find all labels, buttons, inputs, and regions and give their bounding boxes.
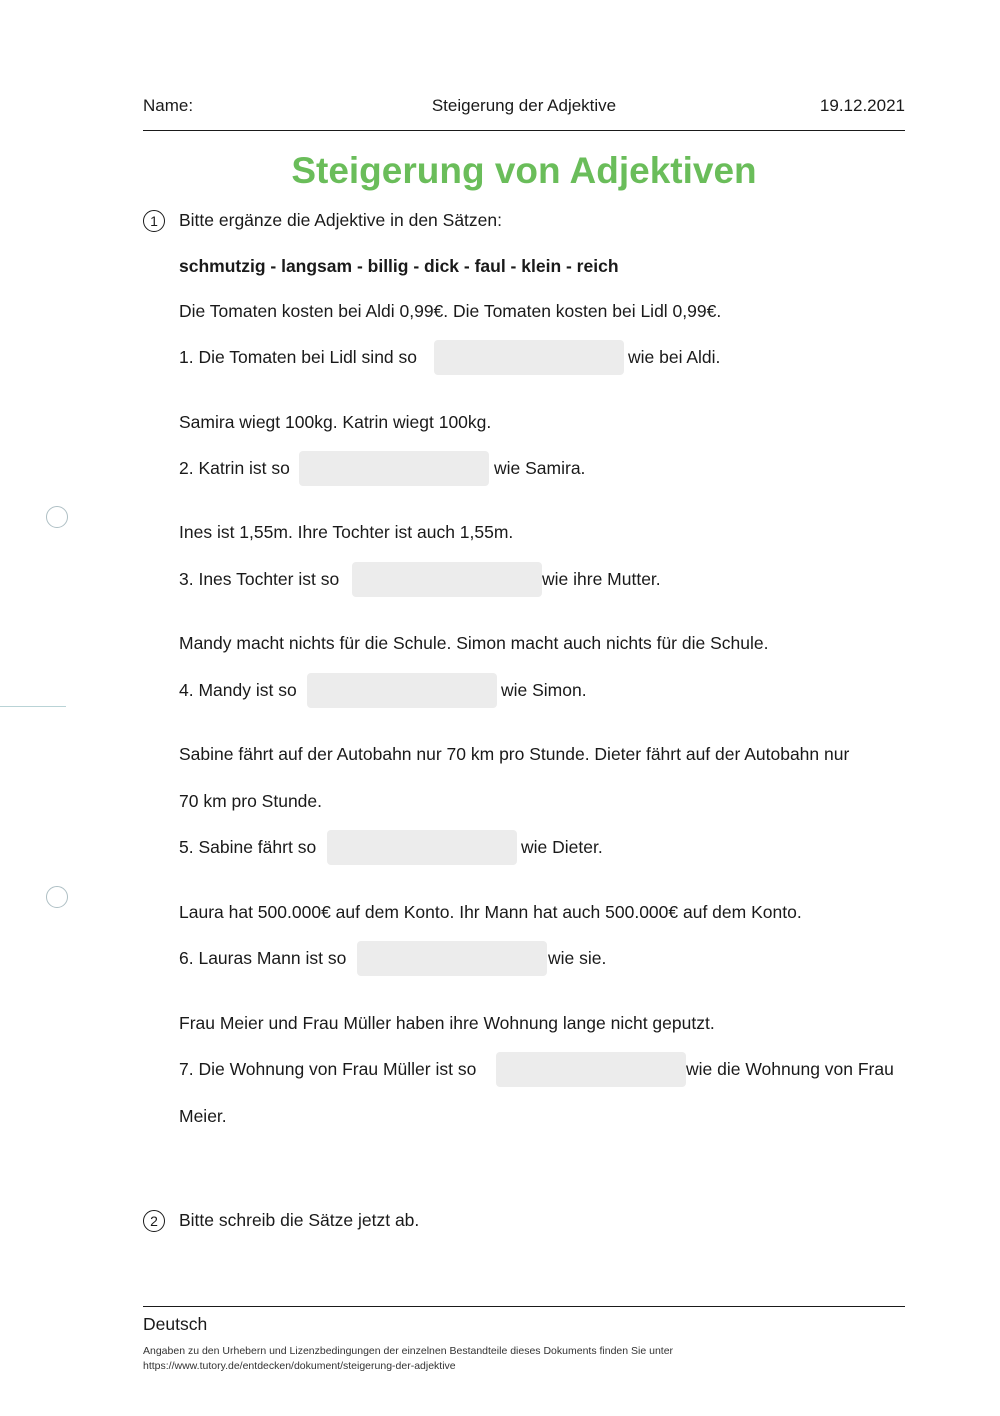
exercise-prompt: 3. Ines Tochter ist so (179, 569, 340, 589)
context-sentence: Samira wiegt 100kg. Katrin wiegt 100kg. (179, 412, 492, 432)
context-sentence: Die Tomaten kosten bei Aldi 0,99€. Die Tomaten kosten bei Lidl 0,99€. (179, 301, 722, 321)
footer-subject: Deutsch (143, 1314, 208, 1334)
fold-mark (0, 706, 66, 707)
task-number-badge: 1 (143, 210, 165, 232)
exercise-suffix: wie Simon. (501, 680, 587, 700)
context-sentence: Ines ist 1,55m. Ihre Tochter ist auch 1,55m. (179, 522, 514, 542)
answer-blank[interactable] (352, 562, 542, 597)
task-number-badge: 2 (143, 1210, 165, 1232)
exercise-suffix: wie bei Aldi. (628, 347, 721, 367)
footer-license-url[interactable]: https://www.tutory.de/entdecken/dokument/steigerung-der-adjektive (143, 1360, 456, 1372)
punch-hole-mark (46, 506, 68, 528)
page-header (143, 94, 905, 131)
name-label: Name: (143, 96, 194, 115)
exercise-prompt: 4. Mandy ist so (179, 680, 297, 700)
context-sentence: Sabine fährt auf der Autobahn nur 70 km pro Stunde. Dieter fährt auf der Autobahn nur (179, 744, 850, 764)
task-instruction: Bitte ergänze die Adjektive in den Sätzen: (179, 210, 502, 230)
answer-blank[interactable] (327, 830, 517, 865)
answer-blank[interactable] (307, 673, 497, 708)
word-bank: schmutzig - langsam - billig - dick - faul - klein - reich (179, 256, 619, 276)
answer-blank[interactable] (299, 451, 489, 486)
page-title: Steigerung von Adjektiven (291, 150, 757, 191)
answer-blank[interactable] (357, 941, 547, 976)
punch-hole-mark (46, 886, 68, 908)
exercise-prompt: 7. Die Wohnung von Frau Müller ist so (179, 1059, 477, 1079)
exercise-prompt: 1. Die Tomaten bei Lidl sind so (179, 347, 418, 367)
context-sentence: Laura hat 500.000€ auf dem Konto. Ihr Mann hat auch 500.000€ auf dem Konto. (179, 902, 802, 922)
exercise-prompt: 2. Katrin ist so (179, 458, 290, 478)
exercise-suffix: wie ihre Mutter. (542, 569, 661, 589)
context-sentence: Mandy macht nichts für die Schule. Simon macht auch nichts für die Schule. (179, 633, 769, 653)
answer-blank[interactable] (434, 340, 624, 375)
exercise-suffix: Meier. (179, 1106, 227, 1126)
header-date: 19.12.2021 (819, 96, 905, 115)
context-sentence: Frau Meier und Frau Müller haben ihre Wohnung lange nicht geputzt. (179, 1013, 715, 1033)
exercise-suffix: wie sie. (548, 948, 607, 968)
footer-license-text: Angaben zu den Urhebern und Lizenzbedingungen der einzelnen Bestandteile dieses Dokuments finden Sie unter (143, 1345, 674, 1357)
header-title: Steigerung der Adjektive (431, 96, 617, 115)
context-sentence: 70 km pro Stunde. (179, 791, 322, 811)
exercise-prompt: 6. Lauras Mann ist so (179, 948, 347, 968)
exercise-prompt: 5. Sabine fährt so (179, 837, 317, 857)
exercise-suffix: wie die Wohnung von Frau (686, 1059, 894, 1079)
task-instruction: Bitte schreib die Sätze jetzt ab. (179, 1210, 420, 1230)
exercise-suffix: wie Samira. (494, 458, 586, 478)
exercise-suffix: wie Dieter. (521, 837, 603, 857)
answer-blank[interactable] (496, 1052, 686, 1087)
footer-divider (143, 1306, 905, 1307)
